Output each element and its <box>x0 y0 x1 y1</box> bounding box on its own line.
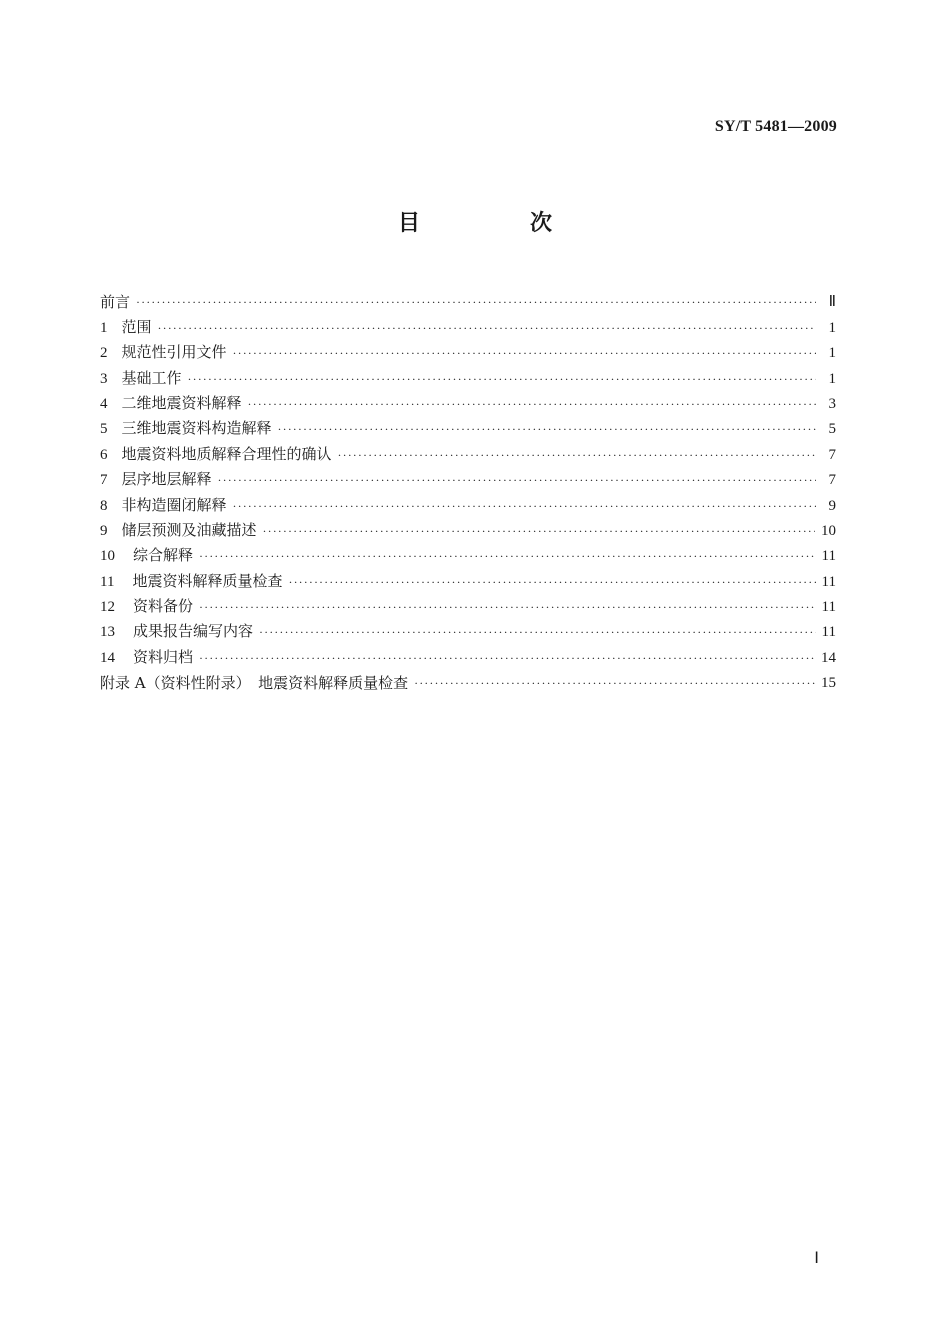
toc-entry-foreword[interactable] <box>100 286 836 311</box>
toc-entry-number: 7 <box>100 472 108 489</box>
toc-entry-label: 附录 A（资料性附录） 地震资料解释质量检查 <box>100 674 409 693</box>
toc-entry-12[interactable] <box>100 591 836 616</box>
toc-entry-label: 基础工作 <box>121 368 182 387</box>
page-number: Ⅰ <box>814 1250 819 1267</box>
toc-entry-number: 13 <box>100 624 115 641</box>
toc-leader-dots <box>233 347 816 359</box>
toc-leader-dots <box>338 449 816 461</box>
toc-entry-11[interactable] <box>100 565 836 590</box>
toc-entry-2[interactable] <box>100 337 836 362</box>
toc-entry-page: 11 <box>821 624 836 641</box>
toc-entry-label: 综合解释 <box>133 546 194 565</box>
page-title: 目 次 <box>397 211 596 236</box>
toc-entry-page: 5 <box>828 421 836 438</box>
toc-entry-label: 二维地震资料解释 <box>121 393 242 412</box>
toc-leader-dots <box>233 500 816 512</box>
toc-entry-label: 地震资料地质解释合理性的确认 <box>121 444 332 463</box>
toc-entry-number: 14 <box>100 649 115 666</box>
toc-entry-6[interactable] <box>100 438 836 463</box>
toc-leader-dots <box>278 423 816 435</box>
toc-entry-number: 10 <box>100 548 115 565</box>
toc-entry-number: 6 <box>100 446 108 463</box>
standard-code: SY/T 5481—2009 <box>714 118 837 135</box>
toc-leader-dots <box>188 373 816 385</box>
toc-leader-dots <box>259 626 816 638</box>
toc-leader-dots <box>288 576 815 588</box>
toc-entry-5[interactable] <box>100 413 836 438</box>
toc-entry-page: Ⅱ <box>828 294 836 311</box>
toc-entry-number: 3 <box>100 370 108 387</box>
toc-entry-label: 地震资料解释质量检查 <box>132 571 283 590</box>
toc-leader-dots <box>218 474 816 486</box>
toc-entry-label: 非构造圈闭解释 <box>121 495 227 514</box>
toc-entry-page: 7 <box>828 472 836 489</box>
toc-entry-page: 15 <box>821 675 836 692</box>
toc-entry-page: 11 <box>821 573 836 590</box>
toc-leader-dots <box>414 677 815 689</box>
toc-entry-page: 10 <box>821 522 836 539</box>
toc-leader-dots <box>136 296 816 308</box>
toc-entry-label: 层序地层解释 <box>121 470 212 489</box>
toc-entry-label: 资料归档 <box>133 647 194 666</box>
toc-entry-label: 资料备份 <box>133 597 194 616</box>
toc-entry-number: 12 <box>100 599 115 616</box>
toc-entry-number: 5 <box>100 421 108 438</box>
toc-entry-page: 9 <box>828 497 836 514</box>
toc-entry-label: 范围 <box>121 317 152 336</box>
toc-entry-label: 前言 <box>100 293 131 312</box>
toc-leader-dots <box>263 525 815 537</box>
toc-entry-8[interactable] <box>100 489 836 514</box>
toc-leader-dots <box>199 550 816 562</box>
toc-leader-dots <box>199 601 816 613</box>
toc-entry-label: 成果报告编写内容 <box>133 622 254 641</box>
table-of-contents <box>100 286 836 692</box>
toc-entry-page: 1 <box>828 345 836 362</box>
toc-leader-dots <box>248 398 816 410</box>
toc-entry-10[interactable] <box>100 540 836 565</box>
toc-entry-page: 1 <box>828 370 836 387</box>
toc-entry-page: 14 <box>821 649 836 666</box>
toc-entry-13[interactable] <box>100 616 836 641</box>
toc-entry-number: 1 <box>100 319 108 336</box>
toc-entry-number: 9 <box>100 522 108 539</box>
toc-entry-number: 4 <box>100 395 108 412</box>
toc-entry-page: 3 <box>828 395 836 412</box>
toc-entry-label: 储层预测及油藏描述 <box>121 520 257 539</box>
toc-entry-page: 1 <box>828 319 836 336</box>
toc-leader-dots <box>199 652 815 664</box>
toc-entry-7[interactable] <box>100 464 836 489</box>
toc-entry-4[interactable] <box>100 388 836 413</box>
toc-entry-label: 规范性引用文件 <box>121 343 227 362</box>
toc-entry-label: 三维地震资料构造解释 <box>121 419 272 438</box>
toc-entry-14[interactable] <box>100 641 836 666</box>
toc-entry-page: 11 <box>821 599 836 616</box>
toc-leader-dots <box>158 322 816 334</box>
toc-entry-number: 8 <box>100 497 108 514</box>
toc-entry-appendix-a[interactable] <box>100 667 836 692</box>
toc-entry-number: 11 <box>100 573 115 590</box>
toc-entry-9[interactable] <box>100 515 836 540</box>
toc-entry-3[interactable] <box>100 362 836 387</box>
toc-entry-page: 11 <box>821 548 836 565</box>
toc-entry-page: 7 <box>828 446 836 463</box>
toc-entry-1[interactable] <box>100 311 836 336</box>
toc-entry-number: 2 <box>100 345 108 362</box>
